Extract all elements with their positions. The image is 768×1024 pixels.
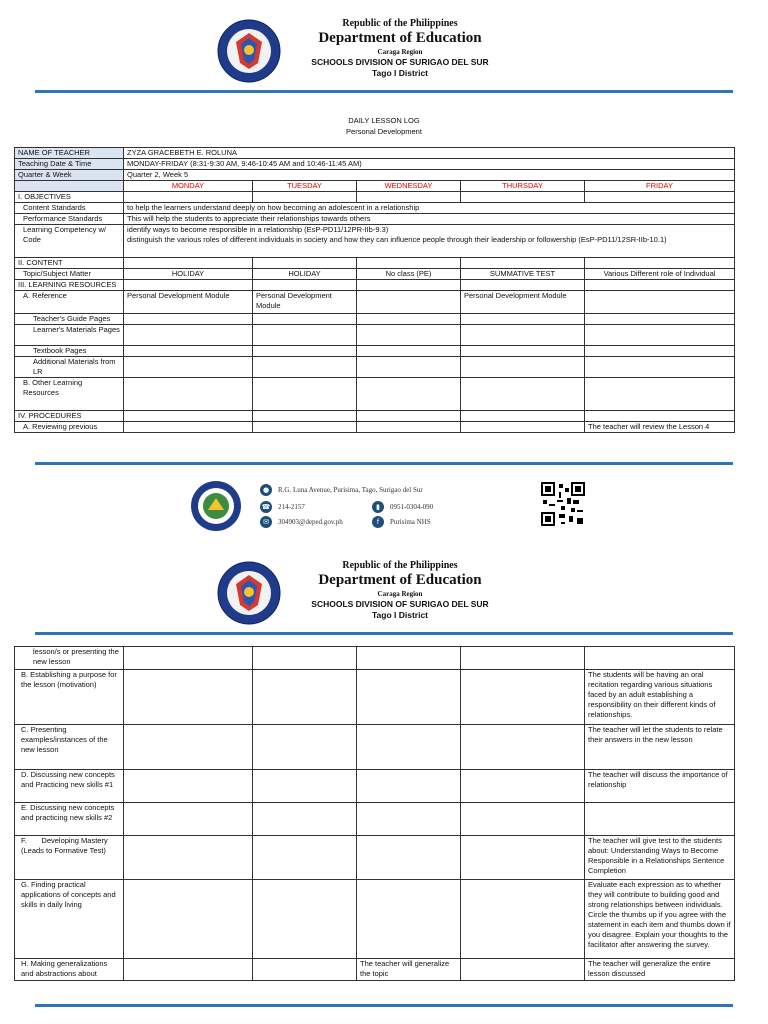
division-text: SCHOOLS DIVISION OF SURIGAO DEL SUR: [311, 57, 489, 67]
reference-wednesday: [357, 291, 461, 314]
proc-row-a-cont-label: lesson/s or presenting the new lesson: [15, 647, 124, 670]
proc-row-h-fri: The teacher will generalize the entire lesson discussed: [585, 959, 735, 981]
footer-facebook: f Purisima NHS: [372, 516, 431, 528]
qr-code-icon: [541, 482, 585, 526]
proc-row-g-wed: [357, 880, 461, 959]
topic-monday: HOLIDAY: [124, 269, 253, 280]
proc-row-f-fri: The teacher will give test to the students about: Understanding Ways to Become Responsible in a Relationships Sentence Completion: [585, 836, 735, 880]
proc-row-f-label: F. Developing Mastery (Leads to Formative Test): [15, 836, 124, 880]
proc-row-c-wed: [357, 725, 461, 770]
footer-divider: [35, 462, 733, 465]
republic-text: Republic of the Philippines: [342, 18, 458, 29]
bottom-divider: [35, 1004, 733, 1007]
day-thursday: THURSDAY: [461, 181, 585, 192]
reference-tuesday: Personal Development Module: [253, 291, 357, 314]
day-friday: FRIDAY: [585, 181, 735, 192]
proc-row-e-label: E. Discussing new concepts and practicing new skills #2: [15, 803, 124, 836]
content-standards-label: Content Standards: [15, 203, 124, 214]
proc-row-b-fri: The students will be having an oral recitation regarding various situations faced by an adult establishing a responsibility on their different kinds of relationships.: [585, 670, 735, 725]
proc-row-b-wed: [357, 670, 461, 725]
department-text: Department of Education: [318, 572, 482, 588]
objectives-heading: I. OBJECTIVES: [15, 192, 124, 203]
additional-materials-label: Additional Materials from LR: [15, 357, 124, 378]
region-text: Caraga Region: [377, 48, 423, 56]
topic-label: Topic/Subject Matter: [15, 269, 124, 280]
proc-row-a-cont-fri: [585, 647, 735, 670]
header-divider: [35, 632, 733, 635]
date-value: MONDAY-FRIDAY (8:31-9:30 AM, 9:46-10:45 AM and 10:46-11:45 AM): [124, 159, 735, 170]
doc-subject: Personal Development: [346, 127, 422, 136]
district-text: Tago I District: [371, 610, 429, 620]
day-header-blank: [15, 181, 124, 192]
reviewing-friday: The teacher will review the Lesson 4: [585, 422, 735, 433]
doc-title: DAILY LESSON LOG: [348, 116, 420, 125]
day-tuesday: TUESDAY: [253, 181, 357, 192]
content-heading: II. CONTENT: [15, 258, 124, 269]
tb-pages-label: Textbook Pages: [15, 346, 124, 357]
phone-icon: ☎: [261, 503, 271, 511]
proc-row-e-fri: [585, 803, 735, 836]
proc-row-d-fri: The teacher will discuss the importance of relationship: [585, 770, 735, 803]
reference-label: A. Reference: [15, 291, 124, 314]
proc-row-h-label: H. Making generalizations and abstractions about: [15, 959, 124, 981]
footer-address: ● R.G. Luna Avenue, Purisima, Tago, Surigao del Sur: [260, 484, 423, 496]
proc-row-e-wed: [357, 803, 461, 836]
resources-heading: III. LEARNING RESOURCES: [15, 280, 124, 291]
footer-email: ✉ 304903@deped.gov.ph: [260, 516, 343, 528]
republic-text: Republic of the Philippines: [342, 560, 458, 571]
reviewing-label: A. Reviewing previous: [15, 422, 124, 433]
content-standards: to help the learners understand deeply on how becoming an adolescent in a relationship: [124, 203, 735, 214]
teacher-name: ZYZA GRACEBETH E. ROLUNA: [124, 148, 735, 159]
region-text: Caraga Region: [377, 590, 423, 598]
district-text: Tago I District: [371, 68, 429, 78]
topic-wednesday: No class (PE): [357, 269, 461, 280]
quarter-label: Quarter & Week: [15, 170, 124, 181]
proc-row-a-cont-wed: [357, 647, 461, 670]
email-icon: ✉: [260, 516, 272, 528]
reference-monday: Personal Development Module: [124, 291, 253, 314]
lesson-log-table-2: [14, 646, 735, 981]
proc-row-g-label: G. Finding practical applications of concepts and skills in daily living: [15, 880, 124, 959]
division-text: SCHOOLS DIVISION OF SURIGAO DEL SUR: [311, 599, 489, 609]
day-wednesday: WEDNESDAY: [357, 181, 461, 192]
proc-row-f-wed: [357, 836, 461, 880]
department-text: Department of Education: [318, 30, 482, 46]
quarter-value: Quarter 2, Week 5: [124, 170, 735, 181]
performance-standards: This will help the students to appreciate their relationships towards others: [124, 214, 735, 225]
header-divider: [35, 90, 733, 93]
proc-row-g-fri: Evaluate each expression as to whether they will contribute to building good and strong relationships between individuals. Circle the thumbs up if you agree with the statement in each item and thumbs down if you disagree. Explain your thoughts to the facilitator after answering the survey.: [585, 880, 735, 959]
date-label: Teaching Date & Time: [15, 159, 124, 170]
lm-pages-label: Learner's Materials Pages: [15, 325, 124, 346]
footer: [0, 470, 768, 540]
proc-row-h-wed: The teacher will generalize the topic: [357, 959, 461, 981]
topic-tuesday: HOLIDAY: [253, 269, 357, 280]
footer-phone: ☎ 214-2157: [261, 503, 305, 511]
performance-standards-label: Performance Standards: [15, 214, 124, 225]
competency: identify ways to become responsible in a relationship (EsP-PD11/12PR-IIb-9.3) distinguish the various roles of different individuals in society and how they can influence people through their leadership or followership (EsP-PD11/12SR-IIb-10.1): [124, 225, 735, 258]
teacher-label: NAME OF TEACHER: [15, 148, 124, 159]
proc-row-c-label: C. Presenting examples/instances of the new lesson: [15, 725, 124, 770]
proc-row-b-label: B. Establishing a purpose for the lesson (motivation): [15, 670, 124, 725]
proc-row-c-fri: The teacher will let the students to relate their answers in the new lesson: [585, 725, 735, 770]
reference-thursday: Personal Development Module: [461, 291, 585, 314]
footer-mobile: ▮ 0951-0304-090: [372, 501, 433, 513]
mobile-icon: ▮: [372, 501, 384, 513]
topic-friday: Various Different role of Individual: [585, 269, 735, 280]
procedures-heading: IV. PROCEDURES: [15, 411, 124, 422]
day-monday: MONDAY: [124, 181, 253, 192]
competency-label: Learning Competency w/ Code: [15, 225, 124, 258]
school-logo-icon: [190, 480, 242, 532]
tg-pages-label: Teacher's Guide Pages: [15, 314, 124, 325]
proc-row-d-wed: [357, 770, 461, 803]
location-pin-icon: ●: [260, 484, 272, 496]
other-resources-label: B. Other Learning Resources: [15, 378, 124, 411]
topic-thursday: SUMMATIVE TEST: [461, 269, 585, 280]
facebook-icon: f: [372, 516, 384, 528]
reference-friday: [585, 291, 735, 314]
lesson-log-table-1: [14, 147, 735, 433]
proc-row-d-label: D. Discussing new concepts and Practicing new skills #1: [15, 770, 124, 803]
